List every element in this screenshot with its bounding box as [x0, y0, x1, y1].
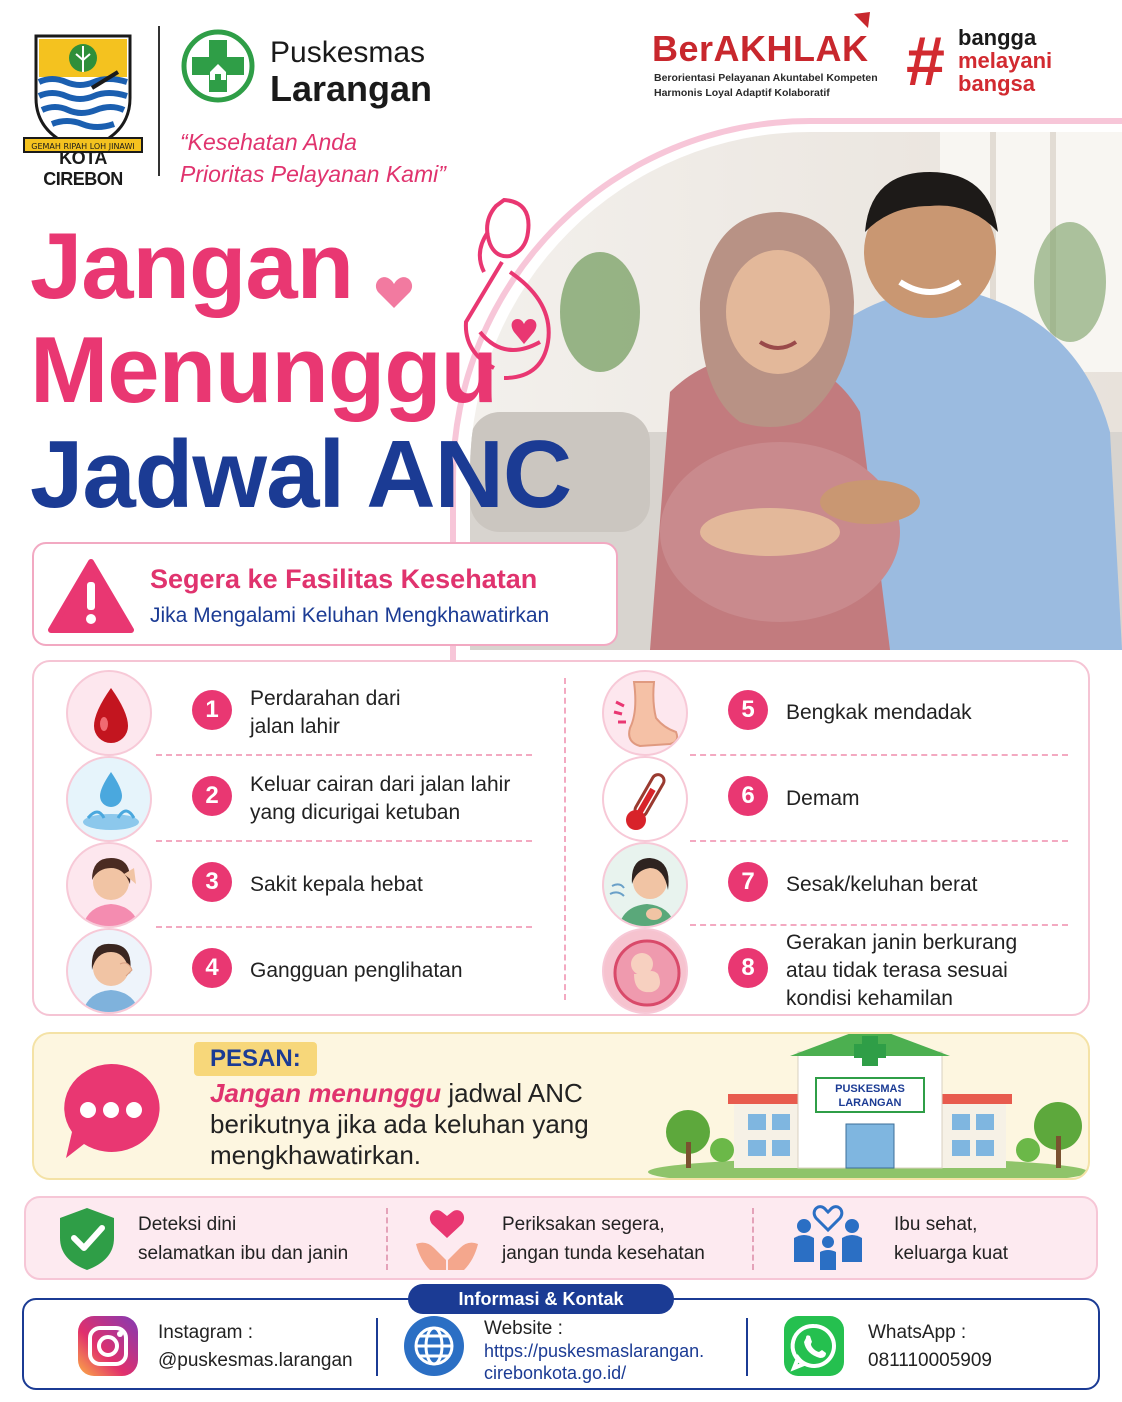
family-icon [786, 1204, 870, 1274]
instagram-handle-link[interactable]: @puskesmas.larangan [158, 1350, 353, 1371]
tagline-line1: “Kesehatan Anda [180, 129, 357, 155]
headache-icon [66, 842, 152, 928]
hashtag-word-1: bangga [958, 25, 1037, 50]
benefit-line1: Deteksi dini [138, 1214, 237, 1235]
message-text [210, 1078, 630, 1171]
hashtag-symbol: # [906, 22, 945, 100]
warning-title: Segera ke Fasilitas Kesehatan [150, 564, 538, 594]
shortness-of-breath-icon [602, 842, 688, 928]
puskesmas-logo-icon [180, 28, 256, 104]
symptom-text: Bengkak mendadak [786, 701, 972, 724]
symptom-number: 5 [728, 690, 768, 730]
header-divider [158, 26, 160, 176]
website-link[interactable] [484, 1340, 724, 1384]
symptom-number: 6 [728, 776, 768, 816]
headline-line2: Menunggu [30, 317, 498, 422]
symptom-text: Sesak/keluhan berat [786, 873, 978, 896]
puskesmas-name-line1: Puskesmas [270, 36, 426, 69]
warning-triangle-icon [48, 558, 134, 634]
pesan-label: PESAN: [194, 1042, 317, 1076]
shield-check-icon [52, 1204, 122, 1274]
headline-line1: Jangan [30, 213, 354, 318]
benefit-text [502, 1210, 705, 1268]
building-sign-line2: LARANGAN [838, 1097, 902, 1109]
whatsapp-label: WhatsApp : [868, 1322, 967, 1343]
symptom-number: 7 [728, 862, 768, 902]
city-crest-logo [22, 18, 144, 168]
fetus-icon [602, 928, 688, 1014]
contact-separator [746, 1318, 748, 1376]
hashtag-word-3: bangsa [958, 71, 1036, 96]
building-sign-line1: PUSKESMAS [835, 1083, 905, 1095]
symptom-number: 2 [192, 776, 232, 816]
website-url-line2[interactable]: cirebonkota.go.id/ [484, 1363, 627, 1383]
vision-problem-icon [66, 928, 152, 1014]
benefit-separator [386, 1208, 388, 1270]
puskesmas-building-illustration [648, 1032, 1090, 1180]
symptom-item [602, 756, 1102, 842]
benefit-text [894, 1210, 1008, 1268]
symptom-separator [690, 924, 1068, 926]
berakhlak-swoosh-icon [840, 8, 874, 46]
city-name: KOTA CIREBON [43, 148, 123, 189]
symptom-number: 1 [192, 690, 232, 730]
heart-icon [374, 274, 414, 310]
symptom-number: 3 [192, 862, 232, 902]
instagram-icon[interactable] [76, 1314, 140, 1378]
whatsapp-icon[interactable] [782, 1314, 846, 1378]
instagram-label: Instagram : [158, 1322, 254, 1343]
symptom-text: Keluar cairan dari jalan lahir yang dicurigai ketuban [250, 773, 511, 824]
berakhlak-values-line1: Berorientasi Pelayanan Akuntabel Kompeten [654, 72, 878, 84]
blood-drop-icon [66, 670, 152, 756]
message-emphasis: Jangan menunggu [210, 1078, 442, 1108]
website-url-line1[interactable]: https://puskesmaslarangan. [484, 1341, 705, 1361]
warning-box [32, 542, 618, 646]
symptoms-panel [32, 660, 1090, 1016]
symptom-number: 8 [728, 948, 768, 988]
whatsapp-number-link[interactable]: 081110005909 [868, 1350, 992, 1371]
swollen-foot-icon [602, 670, 688, 756]
symptom-text: Demam [786, 787, 860, 810]
contact-section-label: Informasi & Kontak [408, 1284, 674, 1314]
svg-text:GEMAH RIPAH LOH JINAWI: GEMAH RIPAH LOH JINAWI [31, 142, 135, 151]
benefits-bar [24, 1196, 1098, 1280]
symptom-number: 4 [192, 948, 232, 988]
message-rest: jadwal ANC berikutnya jika ada keluhan yang mengkhawatirkan. [210, 1078, 589, 1170]
symptom-text: Sakit kepala hebat [250, 873, 423, 896]
benefit-text [138, 1210, 348, 1268]
symptom-text: Gangguan penglihatan [250, 959, 463, 982]
water-splash-icon [66, 756, 152, 842]
globe-icon[interactable] [402, 1314, 466, 1378]
pregnant-woman-icon [444, 192, 564, 392]
symptom-item [66, 842, 566, 928]
tagline-line2: Prioritas Pelayanan Kami” [180, 161, 446, 187]
benefit-line1: Ibu sehat, [894, 1214, 978, 1235]
symptom-item [66, 670, 566, 756]
benefit-line2: keluarga kuat [894, 1243, 1009, 1264]
symptom-item [66, 756, 566, 842]
message-box [32, 1032, 1090, 1180]
symptom-item [66, 928, 566, 1014]
benefit-line1: Periksakan segera, [502, 1214, 665, 1235]
symptom-item [602, 842, 1102, 928]
bangga-melayani-bangsa [958, 26, 1052, 95]
symptom-item [602, 670, 1102, 756]
berakhlak-values-line2: Harmonis Loyal Adaptif Kolaboratif [654, 87, 830, 99]
symptom-text: Perdarahan dari jalan lahir [250, 687, 401, 738]
chat-bubble-icon [56, 1058, 166, 1162]
hands-heart-icon [412, 1204, 482, 1274]
benefit-line2: selamatkan ibu dan janin [138, 1243, 349, 1264]
tagline [180, 126, 446, 190]
hashtag-word-2: melayani [958, 48, 1053, 73]
symptom-text: Gerakan janin berkurang atau tidak terasa sesuai kondisi kehamilan [786, 931, 1018, 1010]
website-label: Website : [484, 1318, 563, 1339]
puskesmas-name-line2: Larangan [270, 68, 433, 109]
headline-line3: Jadwal ANC [30, 421, 572, 528]
berakhlak-logo-title: BerAKHLAK [652, 28, 869, 69]
benefit-line2: jangan tunda kesehatan [502, 1243, 705, 1264]
benefit-separator [752, 1208, 754, 1270]
warning-subtitle: Jika Mengalami Keluhan Mengkhawatirkan [150, 604, 550, 627]
symptom-item [602, 928, 1102, 1014]
contact-separator [376, 1318, 378, 1376]
thermometer-icon [602, 756, 688, 842]
